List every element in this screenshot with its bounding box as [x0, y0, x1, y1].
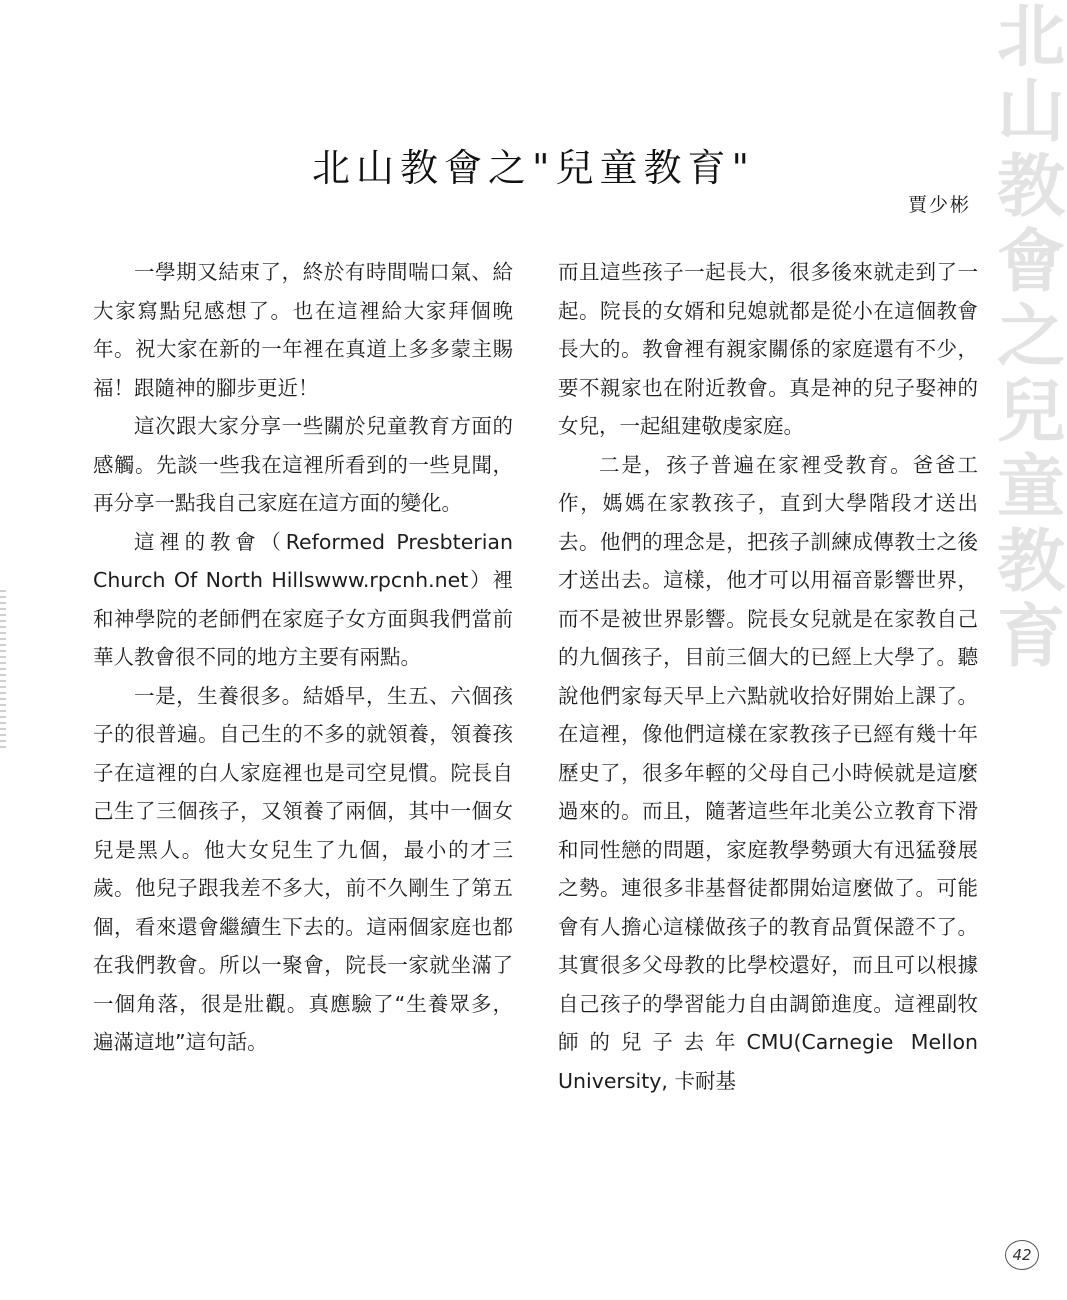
article-author: 賈少彬	[907, 194, 971, 216]
vertical-title-char: 兒	[996, 373, 1065, 452]
vertical-title-watermark	[995, 0, 1067, 880]
paragraph: 二是，孩子普遍在家裡受教育。爸爸工作，媽媽在家教孩子，直到大學階段才送出去。他們的理念是，把孩子訓練成傳教士之後才送出去。這樣，他才可以用福音影響世界，而不是被世界影響。院長女兒就是在家教自己的九個孩子，目前三個大的已經上大學了。聽說他們家每天早上六點就收拾好開始上課了。在這裡，像他們這樣在家教孩子已經有幾十年歷史了，很多年輕的父母自己小時候就是這麼過來的。而且，隨著這些年北美公立教育下滑和同性戀的問題，家庭教學勢頭大有迅猛發展之勢。連很多非基督徒都開始這麼做了。可能會有人擔心這樣做孩子的教育品質保證不了。其實很多父母教的比學校還好，而且可以根據自己孩子的學習能力自由調節進度。這裡副牧師的兒子去年CMU(Carnegie Mellon University, 卡耐基	[558, 452, 978, 1093]
paragraph: 一是，生養很多。結婚早，生五、六個孩子的很普遍。自己生的不多的就領養，領養孩子在這裡的白人家庭裡也是司空見慣。院長自己生了三個孩子，又領養了兩個，其中一個女兒是黑人。他大女兒生了九個，最小的才三歲。他兒子跟我差不多大，前不久剛生了第五個，看來還會繼續生下去的。這兩個家庭也都在我們教會。所以一聚會，院長一家就坐滿了一個角落，很是壯觀。真應驗了“生養眾多，遍滿這地”這句話。	[93, 683, 513, 1054]
paragraph: 而且這些孩子一起長大，很多後來就走到了一起。院長的女婿和兒媳就都是從小在這個教會長大的。教會裡有親家關係的家庭還有不少，要不親家也在附近教會。真是神的兒子娶神的女兒，一起組建敬虔家庭。	[558, 260, 978, 438]
vertical-title-char: 之	[996, 298, 1065, 377]
right-column	[558, 253, 978, 1100]
vertical-title-char: 教	[996, 523, 1065, 602]
left-column	[93, 253, 513, 1062]
page-number: 42	[1005, 1240, 1039, 1270]
vertical-title-char: 教	[996, 148, 1065, 227]
paragraph: 這裡的教會（Reformed Presbterian Church Of North Hillswww.rpcnh.net）裡和神學院的老師們在家庭子女方面與我們當前華人教會很不同的地方主要有兩點。	[93, 529, 513, 669]
paragraph: 一學期又結束了，終於有時間喘口氣、給大家寫點兒感想了。也在這裡給大家拜個晚年。祝大家在新的一年裡在真道上多多蒙主賜福！跟隨神的腳步更近！	[93, 260, 513, 400]
vertical-title-char: 山	[996, 73, 1065, 152]
vertical-title-char: 童	[996, 448, 1065, 527]
paragraph: 這次跟大家分享一些關於兒童教育方面的感觸。先談一些我在這裡所看到的一些見聞，再分享一點我自己家庭在這方面的變化。	[93, 414, 513, 515]
vertical-title-char: 育	[996, 598, 1065, 677]
vertical-title-char: 會	[996, 223, 1065, 302]
article-title: 北山教會之"兒童教育"	[312, 146, 755, 190]
vertical-title-char: 北	[996, 0, 1065, 77]
page-edge-mark	[0, 590, 6, 750]
